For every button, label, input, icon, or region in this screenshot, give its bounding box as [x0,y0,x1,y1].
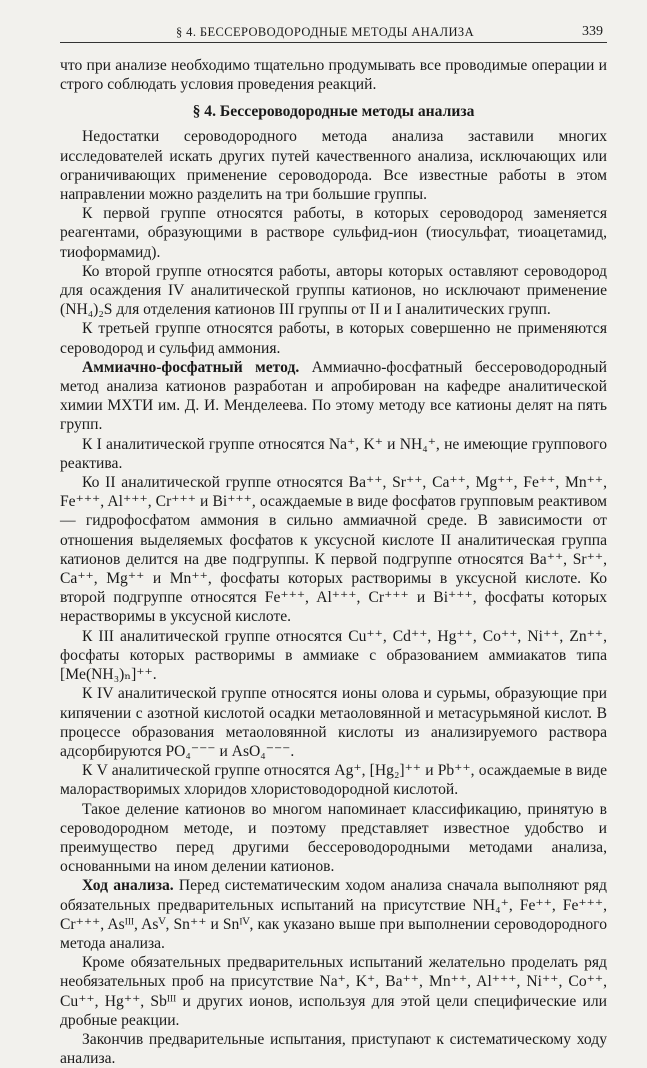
paragraph-run-in-heading: Аммиачно-фосфатный метод. [82,358,300,376]
paragraph-text: что при анализе необходимо тщательно продумывать все проводимые операции и строго соблюдать условия проведения реакций. [60,57,607,94]
paragraph-text: Такое деление катионов во многом напоминает классификацию, принятую в сероводородном методе, и поэтому представляет известное удобство и преимущество перед другими бессероводородными методами анализа, основанными на ином делении катионов. [60,800,607,876]
paragraph-text: К I аналитической группе относятся Na⁺, K⁺ и NH₄⁺, не имеющие группового реактива. [60,435,607,472]
running-title: § 4. БЕССЕРОВОДОРОДНЫЕ МЕТОДЫ АНАЛИЗА [176,25,475,39]
paragraph-text: Кроме обязательных предварительных испытаний желательно проделать ряд необязательных проб на присутствие Na⁺, K⁺, Ba⁺⁺, Mn⁺⁺, Al⁺⁺⁺, Ni⁺⁺, Co⁺⁺, Cu⁺⁺, Hg⁺⁺, Sbᴵᴵᴵ и других ионов, используя для этой цели специфические или дробные реакции. [60,954,607,1029]
paragraph-text: К IV аналитической группе относятся ионы олова и сурьмы, образующие при кипячении с азотной кислотой осадки метаоловянной и метасурьмяной кислот. В процессе образования метаоловянной кислоты из анализируемого раствора адсорбируются PO₄⁻⁻⁻ и AsO₄⁻⁻⁻. [60,685,607,760]
page-header [60,22,607,43]
page-number: 339 [582,24,603,39]
paragraph [60,204,607,262]
paragraph [60,953,607,1030]
paragraph-text: К III аналитической группе относятся Cu⁺⁺, Cd⁺⁺, Hg⁺⁺, Co⁺⁺, Ni⁺⁺, Zn⁺⁺, фосфаты которых растворимы в аммиаке с образованием аммиакатов типа [Me(NH₃)ₙ]⁺⁺. [60,627,607,684]
page-body [60,56,607,1068]
paragraph [60,319,607,357]
paragraph-run-in-heading: Ход анализа. [82,877,174,895]
paragraph [60,1030,607,1068]
section-title: § 4. Бессероводородные методы анализа [192,103,475,121]
paragraph [60,876,607,953]
paragraph-text: К третьей группе относятся работы, в которых совершенно не применяются сероводород и сульфид аммония. [60,320,607,357]
paragraph-text: К V аналитической группе относятся Ag⁺, [Hg₂]⁺⁺ и Pb⁺⁺, осаждаемые в виде малорастворимых хлоридов хлористоводородной кислотой. [60,762,607,799]
paragraph-text: Ко второй группе относятся работы, авторы которых оставляют сероводород для осаждения IV аналитической группы катионов, но исключают применение (NH₄)₂S для отделения катионов III группы от II и I аналитических групп. [60,262,607,319]
paragraph-continuation [60,56,607,94]
paragraph [60,761,607,799]
paragraph-text: К первой группе относятся работы, в которых сероводород заменяется реагентами, образующими в растворе сульфид-ион (тиосульфат, тиоацетамид, тиоформамид). [60,205,607,261]
paragraph-text: Недостатки сероводородного метода анализа заставили многих исследователей искать других путей качественного анализа, исключающих или ограничивающих применение сероводорода. Все известные работы в этом направлении можно разделить на три большие группы. [60,128,607,204]
paragraph [60,262,607,320]
paragraph [60,800,607,877]
paragraph-text: Ко II аналитической группе относятся Ba⁺⁺, Sr⁺⁺, Ca⁺⁺, Mg⁺⁺, Fe⁺⁺, Mn⁺⁺, Fe⁺⁺⁺, Al⁺⁺⁺, Cr⁺⁺⁺ и Bi⁺⁺⁺, осаждаемые в виде фосфатов групповым реактивом — гидрофосфатом аммония в сильно аммиачной среде. В зависимости от отношения выделяемых фосфатов к уксусной кислоте II аналитическая группа катионов делится на две подгруппы. К первой подгруппе относятся Ba⁺⁺, Sr⁺⁺, Ca⁺⁺, Mg⁺⁺ и Mn⁺⁺, фосфаты которых растворимы в уксусной кислоте. Ко второй подгруппе относятся Fe⁺⁺⁺, Al⁺⁺⁺, Cr⁺⁺⁺ и Bi⁺⁺⁺, фосфаты которых нерастворимы в уксусной кислоте. [60,474,607,626]
paragraph [60,358,607,435]
paragraph [60,435,607,473]
paragraph [60,684,607,761]
paragraph [60,127,607,204]
paragraph-text: Аммиачно-фосфатный бессероводородный метод анализа катионов разработан и апробирован на кафедре аналитической химии МХТИ им. Д. И. Менделеева. По этому методу все катионы делят на пять групп. [60,358,607,434]
paragraph-text: Перед систематическим ходом анализа сначала выполняют ряд обязательных предварительных испытаний на присутствие NH₄⁺, Fe⁺⁺, Fe⁺⁺⁺, Cr⁺⁺⁺, Asᴵᴵᴵ, Asⱽ, Sn⁺⁺ и Snᴵⱽ, как указано выше при выполнении сероводородного метода анализа. [60,877,607,952]
paragraph [60,627,607,685]
paragraph [60,473,607,627]
paragraph-text: Закончив предварительные испытания, приступают к систематическому ходу анализа. [60,1030,607,1068]
